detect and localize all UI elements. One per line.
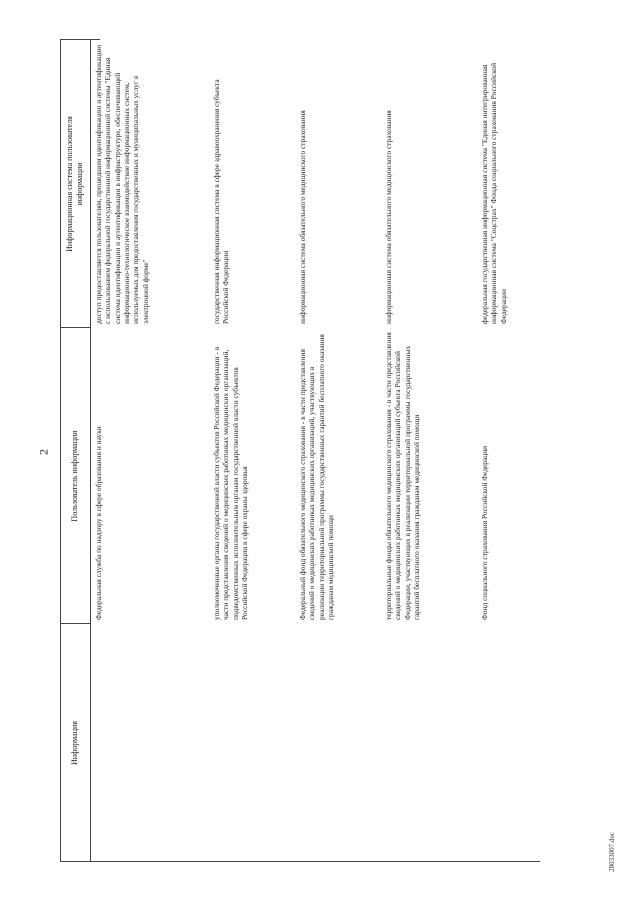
table-row <box>296 40 335 862</box>
cell-information <box>210 624 249 862</box>
cell-information <box>478 624 508 862</box>
cell-information <box>382 624 421 862</box>
cell-user: Федеральный фонд обязательного медицинского страхования - в части представления сведений о медицинских работниках медицинских организаций, участвующих в реализации территориальной программы государственных гарантий бесплатного оказания гражданам медицинской помощи <box>298 334 335 620</box>
cell-system: федеральная государственная информационная система "Единая интегрированная информационная система "Соцстрах" Фонда социального страхования Российской Федерации <box>480 62 508 324</box>
cell-system: доступ предоставляется пользователям, прошедшим идентификацию и аутентификацию с использованием федеральной государственной информационной системы "Единая система идентификации и аутентификации в инфраструктуре, обеспечивающей информационно-технологическое взаимодействие информационных систем, используемых для предоставления государственных и муниципальных услуг в электронной форме" <box>94 44 150 324</box>
cell-user: уполномоченные органы государственной власти субъектов Российской Федерации - в части представления сведений о медицинских работниках медицинских организаций, подведомственных исполнительным органам государственной власти субъектов Российской Федерации в сфере охраны здоровья <box>212 346 249 620</box>
cell-system: государственная информационная система в сфере здравоохранения субъекта Российской Федерации <box>212 79 231 324</box>
information-table <box>60 40 540 862</box>
header-information: Информация <box>70 721 80 765</box>
table-row <box>92 40 150 862</box>
cell-information <box>296 624 335 862</box>
table-row <box>478 40 508 862</box>
table-row <box>210 40 249 862</box>
cell-information <box>92 624 150 862</box>
header-system: Информационная система пользователя информации <box>65 116 84 252</box>
cell-system: информационная система обязательного медицинского страхования <box>384 110 393 324</box>
cell-user: территориальные фонды обязательного медицинского страхования - в части представления сведений о медицинских работниках медицинских организаций субъекта Российской Федерации, участвующих в реализации территориальной программы государственных гарантий бесплатного оказания гражданам медицинской помощи <box>384 332 421 620</box>
rotated-table-page <box>60 40 540 862</box>
page-number: 2 <box>36 449 51 455</box>
cell-user: Фонд социального страхования Российской Федерации <box>480 445 489 620</box>
table-row <box>382 40 421 862</box>
cell-system: информационная система обязательного медицинского страхования <box>298 110 307 324</box>
document-footer: 28033007.doc <box>608 832 616 872</box>
header-user: Пользователь информации <box>70 430 80 522</box>
cell-user: Федеральная служба по надзору в сфере образования и науки <box>94 426 103 620</box>
header-divider <box>90 40 91 862</box>
